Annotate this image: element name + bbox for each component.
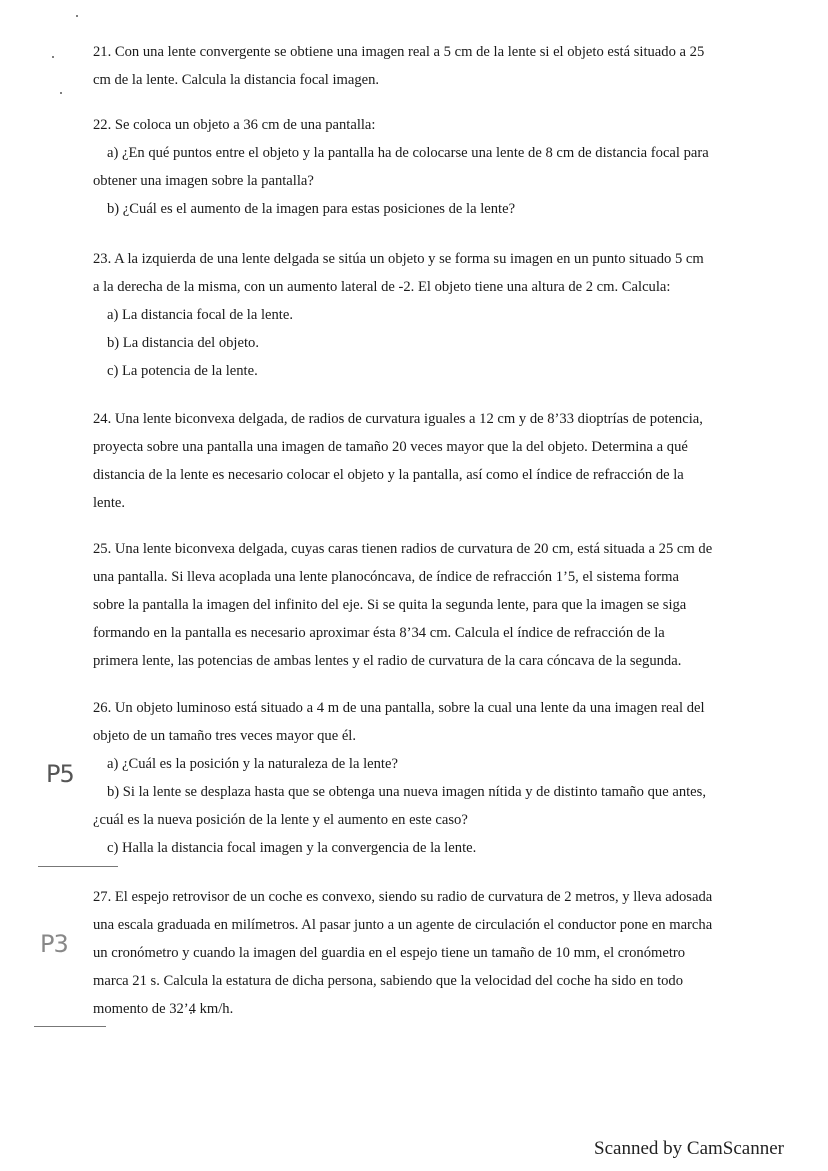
problem-25: [93, 535, 755, 675]
text-line: a la derecha de la misma, con un aumento lateral de -2. El objeto tiene una altura de 2 cm. Calcula:: [93, 279, 671, 295]
scan-speck: [76, 15, 78, 17]
text-line: objeto de un tamaño tres veces mayor que él.: [93, 728, 357, 744]
text-line: distancia de la lente es necesario colocar el objeto y la pantalla, así como el índice de refracción de la: [93, 467, 684, 483]
text-line: 27. El espejo retrovisor de un coche es convexo, siendo su radio de curvatura de 2 metros, y lleva adosada: [93, 889, 713, 905]
hand-drawn-line: [38, 866, 118, 867]
text-line: c) La potencia de la lente.: [107, 363, 258, 379]
problem-21: [93, 38, 755, 94]
text-line: momento de 32’4 km/h.: [93, 1001, 234, 1017]
margin-note-p3: P3: [40, 930, 68, 958]
text-line: 25. Una lente biconvexa delgada, cuyas caras tienen radios de curvatura de 20 cm, está situada a 25 cm de: [93, 541, 713, 557]
text-line: ¿cuál es la nueva posición de la lente y el aumento en este caso?: [93, 812, 468, 828]
text-line: marca 21 s. Calcula la estatura de dicha persona, sabiendo que la velocidad del coche ha sido en todo: [93, 973, 684, 989]
text-line: formando en la pantalla es necesario aproximar ésta 8’34 cm. Calcula el índice de refracción de la: [93, 625, 665, 641]
text-line: a) La distancia focal de la lente.: [107, 307, 293, 323]
text-line: obtener una imagen sobre la pantalla?: [93, 173, 314, 189]
problem-23: [93, 245, 755, 385]
text-line: 24. Una lente biconvexa delgada, de radios de curvatura iguales a 12 cm y de 8’33 dioptrías de potencia,: [93, 411, 703, 427]
text-line: una pantalla. Si lleva acoplada una lente planocóncava, de índice de refracción 1’5, el sistema forma: [93, 569, 679, 585]
text-line: 26. Un objeto luminoso está situado a 4 m de una pantalla, sobre la cual una lente da una imagen real del: [93, 700, 705, 716]
text-line: 23. A la izquierda de una lente delgada se sitúa un objeto y se forma su imagen en un punto situado 5 cm: [93, 251, 704, 267]
hand-drawn-line: [34, 1026, 106, 1027]
problem-26: [93, 694, 755, 862]
margin-note-p5: P5: [46, 760, 74, 788]
text-line: cm de la lente. Calcula la distancia focal imagen.: [93, 72, 380, 88]
text-line: 21. Con una lente convergente se obtiene una imagen real a 5 cm de la lente si el objeto está situado a 25: [93, 44, 705, 60]
text-line: una escala graduada en milímetros. Al pasar junto a un agente de circulación el conductor pone en marcha: [93, 917, 713, 933]
text-line: b) Si la lente se desplaza hasta que se obtenga una nueva imagen nítida y de distinto tamaño que antes,: [107, 784, 706, 800]
text-line: proyecta sobre una pantalla una imagen de tamaño 20 veces mayor que la del objeto. Determina a qué: [93, 439, 688, 455]
problem-24: [93, 405, 755, 517]
text-line: primera lente, las potencias de ambas lentes y el radio de curvatura de la cara cóncava de la segunda.: [93, 653, 682, 669]
text-line: un cronómetro y cuando la imagen del guardia en el espejo tiene un tamaño de 10 mm, el cronómetro: [93, 945, 686, 961]
problem-stem: 22. Se coloca un objeto a 36 cm de una pantalla:: [93, 117, 376, 133]
problem-22: [93, 111, 755, 223]
text-line: sobre la pantalla la imagen del infinito del eje. Si se quita la segunda lente, para que la imagen se siga: [93, 597, 687, 613]
text-line: lente.: [93, 495, 126, 511]
scanner-watermark: Scanned by CamScanner: [594, 1138, 784, 1159]
scan-speck: [60, 92, 62, 94]
problem-27: [93, 883, 755, 1023]
text-line: a) ¿Cuál es la posición y la naturaleza de la lente?: [107, 756, 398, 772]
text-line: b) ¿Cuál es el aumento de la imagen para estas posiciones de la lente?: [107, 201, 516, 217]
text-line: b) La distancia del objeto.: [107, 335, 259, 351]
scan-speck: [52, 56, 54, 58]
text-line: c) Halla la distancia focal imagen y la convergencia de la lente.: [107, 840, 477, 856]
text-line: a) ¿En qué puntos entre el objeto y la pantalla ha de colocarse una lente de 8 cm de distancia focal para: [107, 145, 709, 161]
